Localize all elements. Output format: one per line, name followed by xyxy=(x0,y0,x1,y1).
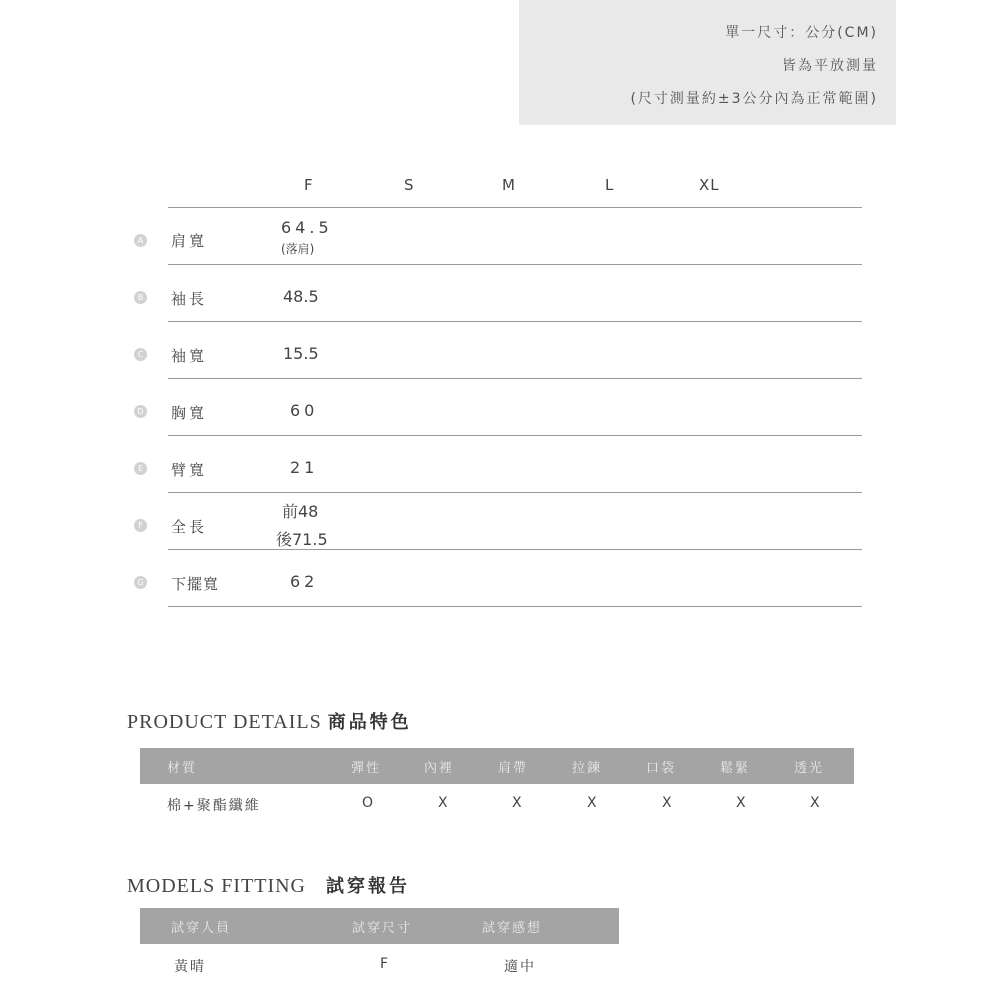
row-label: 袖長 xyxy=(171,290,208,308)
product-details-header-bar xyxy=(140,748,854,784)
product-details-title-cn: 商品特色 xyxy=(327,712,412,733)
table-divider xyxy=(168,435,862,436)
header-material: 材質 xyxy=(167,761,198,776)
header-sheerness: 透光 xyxy=(794,761,825,776)
value-pocket: X xyxy=(662,795,674,811)
table-divider xyxy=(168,264,862,265)
row-value: 48.5 xyxy=(283,287,319,306)
value-zipper: X xyxy=(587,795,599,811)
note-method: 皆為平放測量 xyxy=(782,58,878,74)
table-divider xyxy=(168,606,862,607)
models-fitting-title-en: MODELS FITTING xyxy=(127,875,306,897)
table-divider xyxy=(168,549,862,550)
models-fitting-title xyxy=(127,872,410,898)
header-model: 試穿人員 xyxy=(171,921,232,936)
row-label: 下擺寬 xyxy=(171,575,220,593)
header-straps: 肩帶 xyxy=(498,761,529,776)
table-divider xyxy=(168,321,862,322)
models-fitting-title-cn: 試穿報告 xyxy=(326,876,410,897)
size-col-s: S xyxy=(404,176,415,194)
marker-d-icon: D xyxy=(134,405,147,418)
header-elasticity: 彈性 xyxy=(351,761,382,776)
header-fit-size: 試穿尺寸 xyxy=(352,921,413,936)
header-zipper: 拉鍊 xyxy=(572,761,603,776)
row-label: 袖寬 xyxy=(171,347,208,365)
marker-e-icon: E xyxy=(134,462,147,475)
row-value-back: 後71.5 xyxy=(276,530,328,549)
value-sheerness: X xyxy=(810,795,822,811)
row-value: 64.5 xyxy=(281,218,333,237)
value-lining: X xyxy=(438,795,450,811)
value-material: 棉+聚酯纖維 xyxy=(167,798,261,814)
row-label: 肩寬 xyxy=(171,232,208,250)
row-value: 15.5 xyxy=(283,344,319,363)
size-col-l: L xyxy=(605,176,615,194)
note-tolerance: (尺寸測量約±3公分內為正常範圍) xyxy=(630,91,878,107)
header-lining: 內裡 xyxy=(424,761,455,776)
table-divider xyxy=(168,207,862,208)
value-fit-size: F xyxy=(380,956,391,972)
row-label: 全長 xyxy=(171,518,208,536)
measurement-note xyxy=(519,0,896,125)
value-straps: X xyxy=(512,795,524,811)
note-unit: 單一尺寸：公分(CM) xyxy=(725,25,878,41)
row-label: 臂寬 xyxy=(171,461,208,479)
value-fit-feedback: 適中 xyxy=(504,959,536,975)
marker-g-icon: G xyxy=(134,576,147,589)
product-details-title xyxy=(127,708,412,734)
value-elasticity: O xyxy=(362,795,376,811)
row-value: 60 xyxy=(290,401,319,420)
marker-a-icon: A xyxy=(134,234,147,247)
size-col-m: M xyxy=(502,176,516,194)
value-model-name: 黃晴 xyxy=(174,959,206,975)
row-label: 胸寬 xyxy=(171,404,208,422)
value-elastic-band: X xyxy=(736,795,748,811)
row-value: 62 xyxy=(290,572,319,591)
product-details-title-en: PRODUCT DETAILS xyxy=(127,711,322,733)
marker-c-icon: C xyxy=(134,348,147,361)
header-pocket: 口袋 xyxy=(646,761,677,776)
marker-f-icon: F xyxy=(134,519,147,532)
table-divider xyxy=(168,492,862,493)
size-col-xl: XL xyxy=(699,176,720,194)
models-fitting-header-bar xyxy=(140,908,619,944)
size-col-f: F xyxy=(304,176,314,194)
row-value: 21 xyxy=(290,458,319,477)
row-sub-value: (落肩) xyxy=(281,242,315,256)
header-elastic-band: 鬆緊 xyxy=(720,761,751,776)
marker-b-icon: B xyxy=(134,291,147,304)
header-fit-feedback: 試穿感想 xyxy=(482,921,543,936)
table-divider xyxy=(168,378,862,379)
row-value-front: 前48 xyxy=(282,502,319,521)
